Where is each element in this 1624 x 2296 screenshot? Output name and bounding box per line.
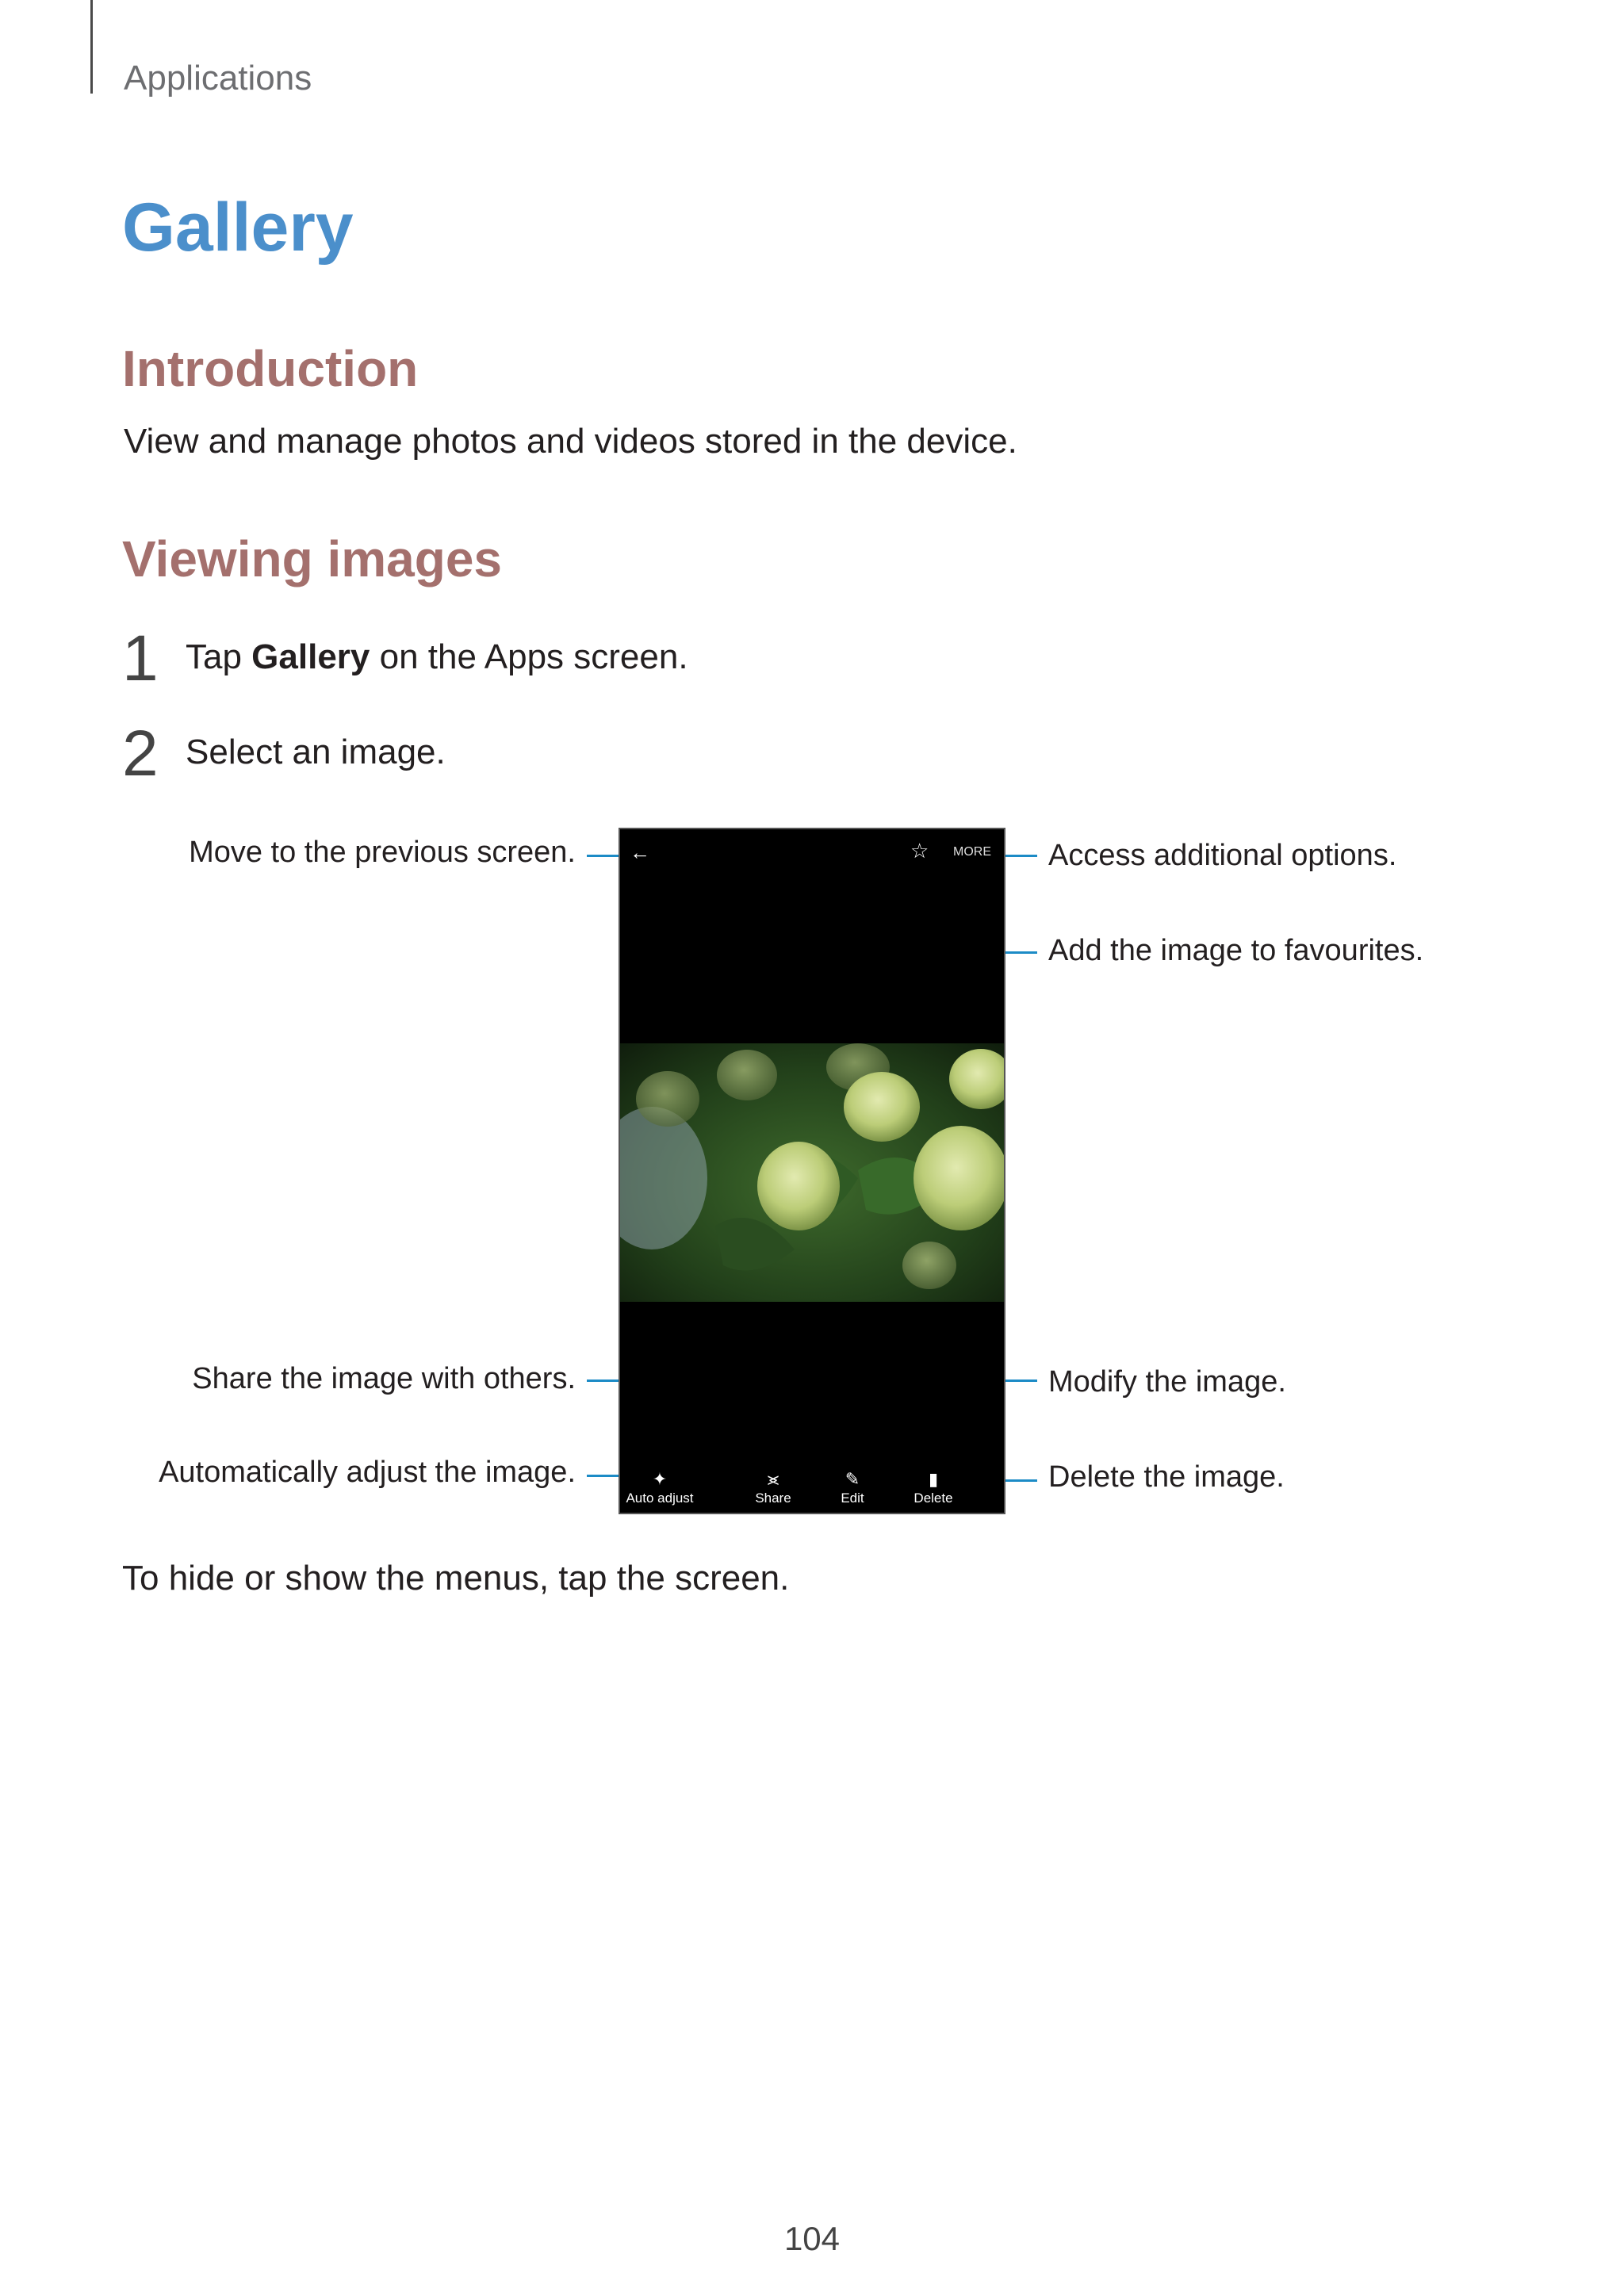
callout-back: Move to the previous screen. [189,836,576,869]
edit-label: Edit [841,1490,864,1506]
edit-button[interactable] [817,1468,888,1506]
star-icon[interactable]: ☆ [910,839,929,863]
delete-button[interactable] [898,1468,969,1506]
callout-more: Access additional options. [1048,839,1397,872]
step-1-text: Tap Gallery on the Apps screen. [186,637,688,676]
phone-screenshot [619,828,1005,1514]
footer-note: To hide or show the menus, tap the screen. [122,1559,790,1598]
running-head: Applications [124,59,312,98]
page-number: 104 [783,2220,841,2257]
more-button[interactable]: MORE [953,845,991,859]
magic-wand-icon: ✦ [652,1469,668,1489]
delete-label: Delete [914,1490,953,1506]
auto-adjust-label: Auto adjust [626,1490,694,1506]
step-2-text: Select an image. [186,733,446,771]
gallery-photo[interactable] [620,1043,1004,1302]
side-rule [90,0,93,94]
share-label: Share [755,1490,791,1506]
step-1-bold: Gallery [251,637,370,676]
back-arrow-icon[interactable]: ← [630,840,650,864]
callout-delete: Delete the image. [1048,1460,1285,1494]
page-title: Gallery [122,189,354,266]
callout-auto-adjust: Automatically adjust the image. [159,1456,576,1489]
trash-icon: ▮ [928,1469,939,1489]
pencil-icon: ✎ [845,1469,860,1489]
auto-adjust-button[interactable] [624,1468,695,1506]
step-1-number: 1 [122,622,159,695]
intro-text: View and manage photos and videos stored in the device. [124,422,1017,461]
intro-heading: Introduction [122,340,419,397]
viewing-heading: Viewing images [122,530,502,587]
step-2-number: 2 [122,718,159,790]
share-icon: ⪤ [767,1469,779,1489]
flower-photo [620,1043,1004,1302]
callout-edit: Modify the image. [1048,1365,1286,1399]
callout-share: Share the image with others. [192,1362,576,1395]
share-button[interactable] [737,1468,809,1506]
callout-favourite: Add the image to favourites. [1048,934,1424,967]
